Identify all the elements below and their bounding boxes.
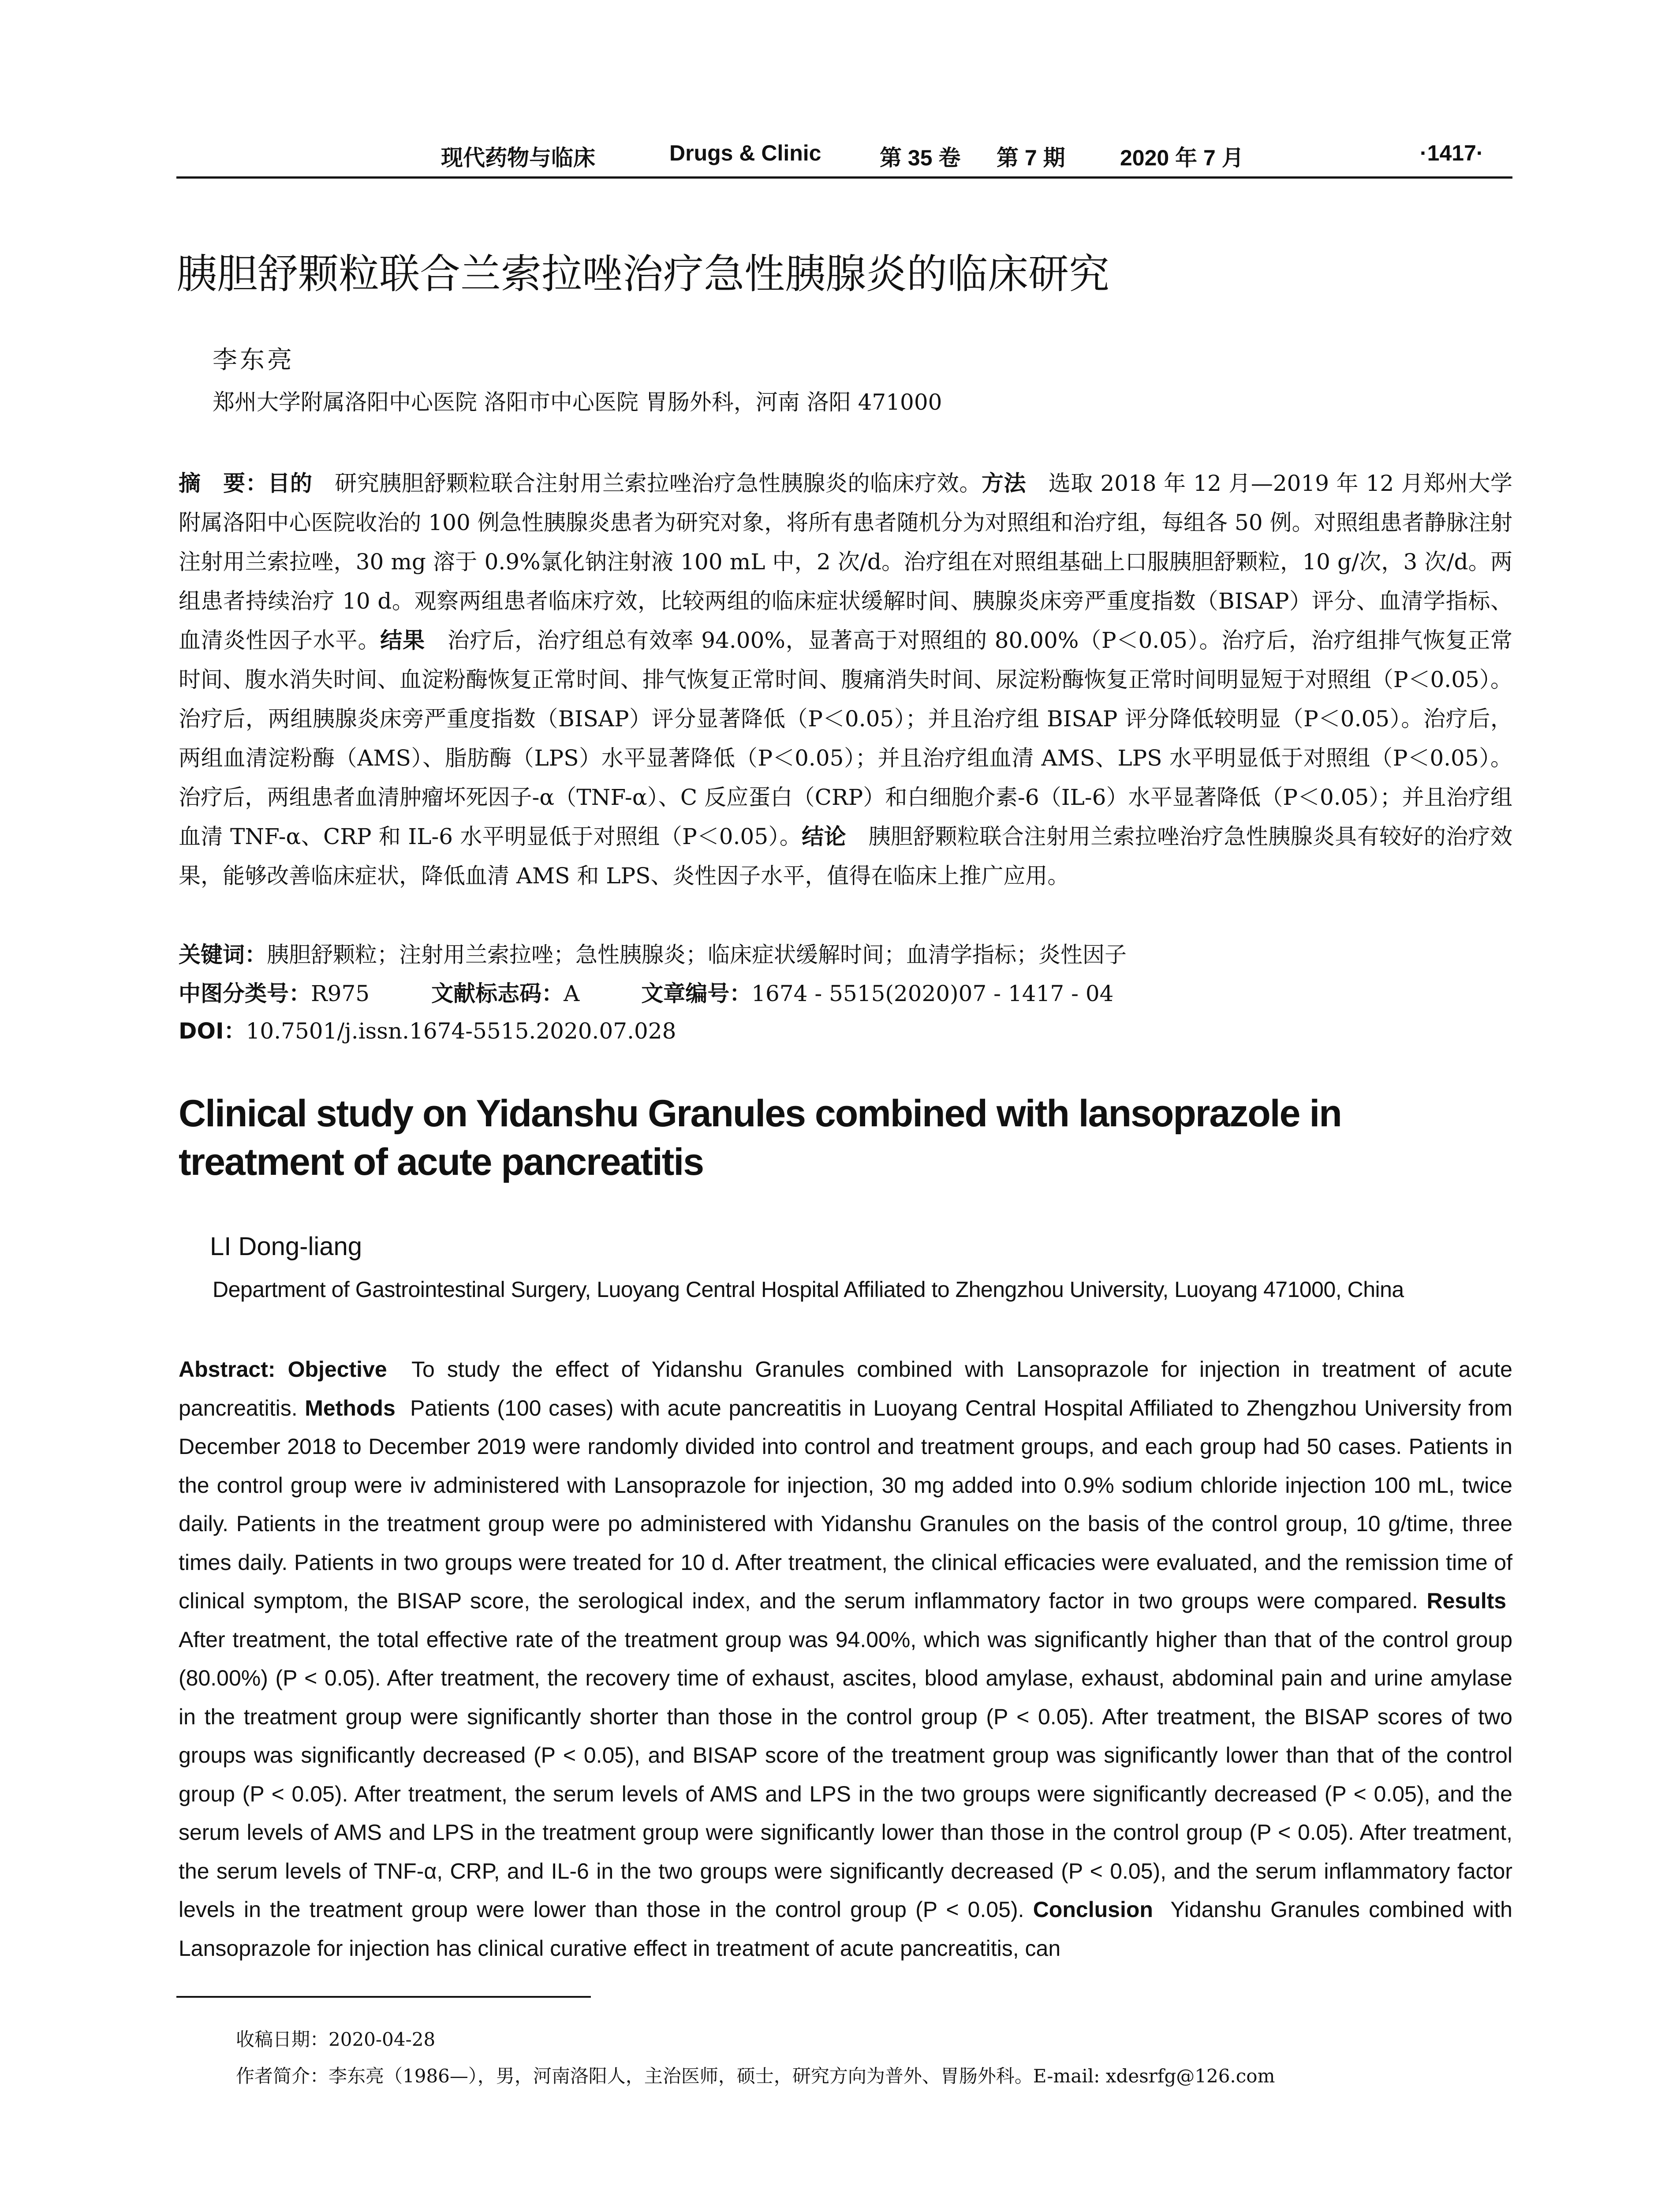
doi-label: DOI：	[179, 1018, 246, 1044]
methods-en: Patients (100 cases) with acute pancreatitis in Luoyang Central Hospital Affiliated to Zhengzhou University from December 2018 to December 2019 were randomly divided into control and treatment groups, and each group had 50 cases. Patients in the control group were iv administered with Lansoprazole for injection, 30 mg added into 0.9% sodium chloride injection 100 mL, twice daily. Patients in the treatment group were po administered with Yidanshu Granules on the basis of the control group, 10 g/time, three times daily. Patients in two groups were treated for 10 d. After treatment, the clinical efficacies were evaluated, and the remission time of clinical symptom, the BISAP score, the serological index, and the serum inflammatory factor in two groups were compared.	[179, 1395, 1512, 1613]
header-rule	[176, 176, 1512, 179]
author-cn: 李东亮	[213, 346, 295, 374]
author-en: LI Dong-liang	[210, 1232, 362, 1261]
author-info-text: 李东亮（1986—），男，河南洛阳人，主治医师，硕士，研究方向为普外、胃肠外科。E-mail: xdesrfg@126.com	[329, 2065, 1275, 2087]
objective-en: To study the effect of Yidanshu Granules combined with Lansoprazole for injection in treatment of acute pancreatitis.	[179, 1357, 1512, 1420]
author-info-label: 作者简介：	[236, 2065, 329, 2087]
objective-cn: 研究胰胆舒颗粒联合注射用兰索拉唑治疗急性胰腺炎的临床疗效。	[335, 471, 982, 496]
title-en: Clinical study on Yidanshu Granules combined with lansoprazole in treatment of acute pancreatitis	[179, 1092, 1341, 1183]
doi-line	[179, 1016, 676, 1046]
doc-code: A	[564, 981, 580, 1006]
keywords-text-cn: 胰胆舒颗粒；注射用兰索拉唑；急性胰腺炎；临床症状缓解时间；血清学指标；炎性因子	[267, 942, 1127, 968]
issue-date: 2020 年 7 月	[1120, 146, 1244, 170]
received-value: 2020-04-28	[329, 2029, 436, 2050]
results-en: After treatment, the total effective rate of the treatment group was 94.00%, which was significantly higher than that of the control group (80.00%) (P < 0.05). After treatment, the recovery time of exhaust, ascites, blood amylase, exhaust, abdominal pain and urine amylase in the treatment group were significantly shorter than those in the control group (P < 0.05). After treatment, the BISAP scores of two groups was significantly decreased (P < 0.05), and BISAP score of the treatment group was significantly lower than that of the control group (P < 0.05). After treatment, the serum levels of AMS and LPS in the two groups were significantly decreased (P < 0.05), and the serum levels of AMS and LPS in the treatment group were significantly lower than those in the control group (P < 0.05). After treatment, the serum levels of TNF-α, CRP, and IL-6 in the two groups were significantly decreased (P < 0.05), and the serum inflammatory factor levels in the treatment group were lower than those in the control group (P < 0.05).	[179, 1627, 1512, 1922]
conclusion-cn: 胰胆舒颗粒联合注射用兰索拉唑治疗急性胰腺炎具有较好的治疗效果，能够改善临床症状，降低血清 AMS 和 LPS、炎性因子水平，值得在临床上推广应用。	[179, 824, 1513, 889]
methods-label-en: Methods	[305, 1395, 396, 1420]
methods-cn: 选取 2018 年 12 月—2019 年 12 月郑州大学附属洛阳中心医院收治的 100 例急性胰腺炎患者为研究对象，将所有患者随机分为对照组和治疗组，每组各 50 例。对照组患者静脉注射注射用兰索拉唑，30 mg 溶于 0.9%氯化钠注射液 100 mL 中，2 次/d。治疗组在对照组基础上口服胰胆舒颗粒，10 g/次，3 次/d。两组患者持续治疗 10 d。观察两组患者临床疗效，比较两组的临床症状缓解时间、胰腺炎床旁严重度指数（BISAP）评分、血清学指标、血清炎性因子水平。	[179, 471, 1513, 653]
classification-line	[179, 978, 1114, 1009]
journal-name-en: Drugs & Clinic	[669, 141, 821, 165]
page-number: ·1417·	[1420, 141, 1484, 165]
doi-value: 10.7501/j.issn.1674-5515.2020.07.028	[246, 1018, 676, 1044]
objective-label-cn: 目的	[268, 471, 313, 496]
objective-label-en: Objective	[287, 1357, 387, 1382]
affiliation-cn: 郑州大学附属洛阳中心医院 洛阳市中心医院 胃肠外科，河南 洛阳 471000	[213, 389, 942, 415]
results-label-cn: 结果	[380, 628, 425, 653]
clc-code: R975	[311, 981, 370, 1006]
conclusion-label-en: Conclusion	[1033, 1897, 1153, 1922]
conclusion-label-cn: 结论	[802, 824, 847, 849]
clc-label: 中图分类号：	[179, 981, 311, 1006]
issue: 第 7 期	[997, 146, 1065, 170]
volume: 第 35 卷	[880, 146, 961, 170]
received-date	[236, 2025, 435, 2052]
results-label-en: Results	[1426, 1588, 1507, 1613]
abstract-cn	[179, 464, 1512, 896]
abstract-en-label: Abstract:	[179, 1357, 276, 1382]
article-no-label: 文章编号：	[641, 981, 752, 1006]
conclusion-en: Yidanshu Granules combined with Lansoprazole for injection has clinical curative effect in treatment of acute pancreatitis, can	[179, 1897, 1512, 1961]
keywords-label-cn: 关键词：	[179, 942, 267, 968]
author-info	[236, 2062, 1275, 2088]
title-cn: 胰胆舒颗粒联合兰索拉唑治疗急性胰腺炎的临床研究	[176, 250, 1110, 298]
methods-label-cn: 方法	[981, 471, 1027, 496]
article-no: 1674 - 5515(2020)07 - 1417 - 04	[751, 981, 1114, 1006]
results-cn: 治疗后，治疗组总有效率 94.00%，显著高于对照组的 80.00%（P＜0.05）。治疗后，治疗组排气恢复正常时间、腹水消失时间、血淀粉酶恢复正常时间、排气恢复正常时间、腹痛消失时间、尿淀粉酶恢复正常时间明显短于对照组（P＜0.05）。治疗后，两组胰腺炎床旁严重度指数（BISAP）评分显著降低（P＜0.05）；并且治疗组 BISAP 评分降低较明显（P＜0.05）。治疗后，两组血清淀粉酶（AMS）、脂肪酶（LPS）水平显著降低（P＜0.05）；并且治疗组血清 AMS、LPS 水平明显低于对照组（P＜0.05）。治疗后，两组患者血清肿瘤坏死因子-α（TNF-α）、C 反应蛋白（CRP）和白细胞介素-6（IL-6）水平显著降低（P＜0.05）；并且治疗组血清 TNF-α、CRP 和 IL-6 水平明显低于对照组（P＜0.05）。	[179, 628, 1513, 849]
abstract-cn-label: 摘 要：	[179, 471, 268, 496]
running-header	[176, 140, 1512, 176]
footnote-rule	[176, 1996, 591, 1998]
abstract-en	[179, 1350, 1512, 1968]
journal-name-cn: 现代药物与临床	[441, 146, 595, 170]
doc-code-label: 文献标志码：	[431, 981, 564, 1006]
received-label: 收稿日期：	[236, 2029, 329, 2050]
affiliation-en: Department of Gastrointestinal Surgery, Luoyang Central Hospital Affiliated to Zhengzhou University, Luoyang 471000, China	[213, 1277, 1404, 1302]
keywords-cn	[179, 939, 1127, 970]
